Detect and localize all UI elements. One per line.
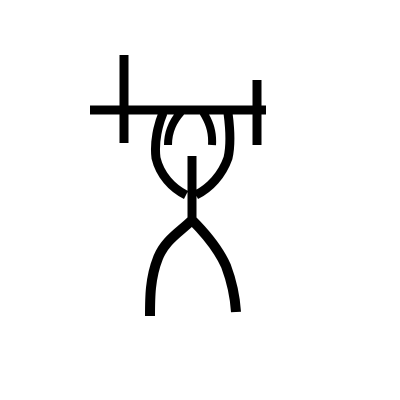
left-forearm — [168, 112, 181, 145]
right-leg — [192, 220, 236, 312]
left-leg — [150, 220, 192, 316]
right-forearm — [203, 112, 212, 145]
